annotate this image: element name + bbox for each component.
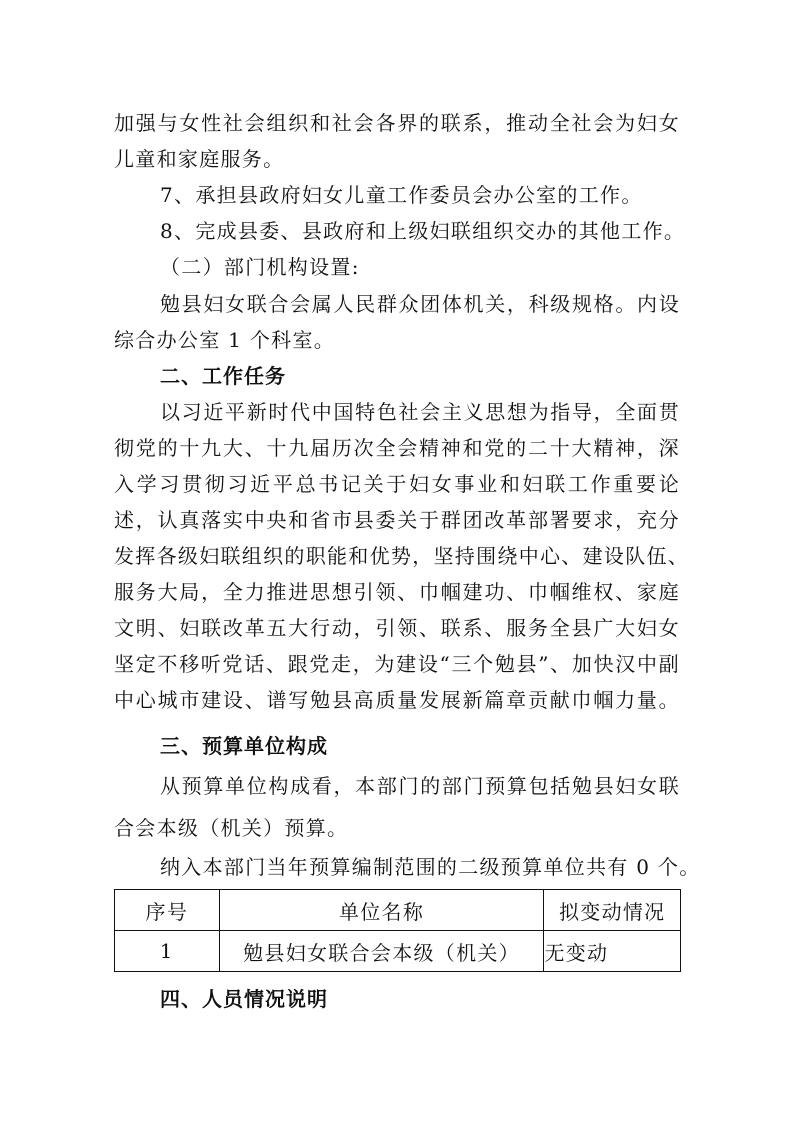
paragraph-line: 合会本级（机关）预算。 [114, 816, 349, 840]
paragraph-line: 发挥各级妇联组织的职能和优势，坚持围绕中心、建设队伍、 [114, 544, 690, 568]
budget-units-table [114, 889, 681, 972]
table-cell: 无变动 [544, 931, 681, 972]
paragraph-line: 以习近平新时代中国特色社会主义思想为指导，全面贯 [160, 400, 680, 424]
section-heading: 二、工作任务 [160, 364, 286, 388]
paragraph-line: 加强与女性社会组织和社会各界的联系，推动全社会为妇女 [114, 111, 680, 135]
paragraph-line: 纳入本部门当年预算编制范围的二级预算单位共有 0 个。 [160, 855, 701, 879]
table-header-cell: 单位名称 [219, 890, 544, 931]
paragraph-line: 儿童和家庭服务。 [114, 147, 285, 171]
paragraph-line: 勉县妇女联合会属人民群众团体机关，科级规格。内设 [160, 292, 680, 316]
paragraph-line: 综合办公室 1 个科室。 [114, 328, 336, 352]
subsection-title: （二）部门机构设置: [160, 255, 360, 279]
paragraph-line: 文明、妇联改革五大行动，引领、联系、服务全县广大妇女 [114, 616, 680, 640]
paragraph-line: 入学习贯彻习近平总书记关于妇女事业和妇联工作重要论 [114, 472, 680, 496]
table-header-row [115, 890, 681, 931]
paragraph-line: 坚定不移听党话、跟党走，为建设“三个勉县”、加快汉中副 [114, 652, 680, 676]
paragraph-line: 述，认真落实中央和省市县委关于群团改革部署要求，充分 [114, 508, 680, 532]
paragraph-line: 彻党的十九大、十九届历次全会精神和党的二十大精神，深 [114, 436, 680, 460]
list-item-8: 8、完成县委、县政府和上级妇联组织交办的其他工作。 [160, 219, 686, 243]
paragraph-line: 中心城市建设、谱写勉县高质量发展新篇章贡献巾帼力量。 [114, 688, 680, 712]
section-heading: 四、人员情况说明 [160, 987, 328, 1011]
table-cell: 1 [115, 931, 220, 972]
table-row [115, 931, 681, 972]
paragraph-line: 服务大局，全力推进思想引领、巾帼建功、巾帼维权、家庭 [114, 580, 680, 604]
table-header-cell: 序号 [115, 890, 220, 931]
table-header-cell: 拟变动情况 [544, 890, 681, 931]
table-cell: 勉县妇女联合会本级（机关） [219, 931, 544, 972]
section-heading: 三、预算单位构成 [160, 734, 328, 758]
paragraph-line: 从预算单位构成看，本部门的部门预算包括勉县妇女联 [160, 774, 680, 798]
list-item-7: 7、承担县政府妇女儿童工作委员会办公室的工作。 [160, 183, 643, 207]
